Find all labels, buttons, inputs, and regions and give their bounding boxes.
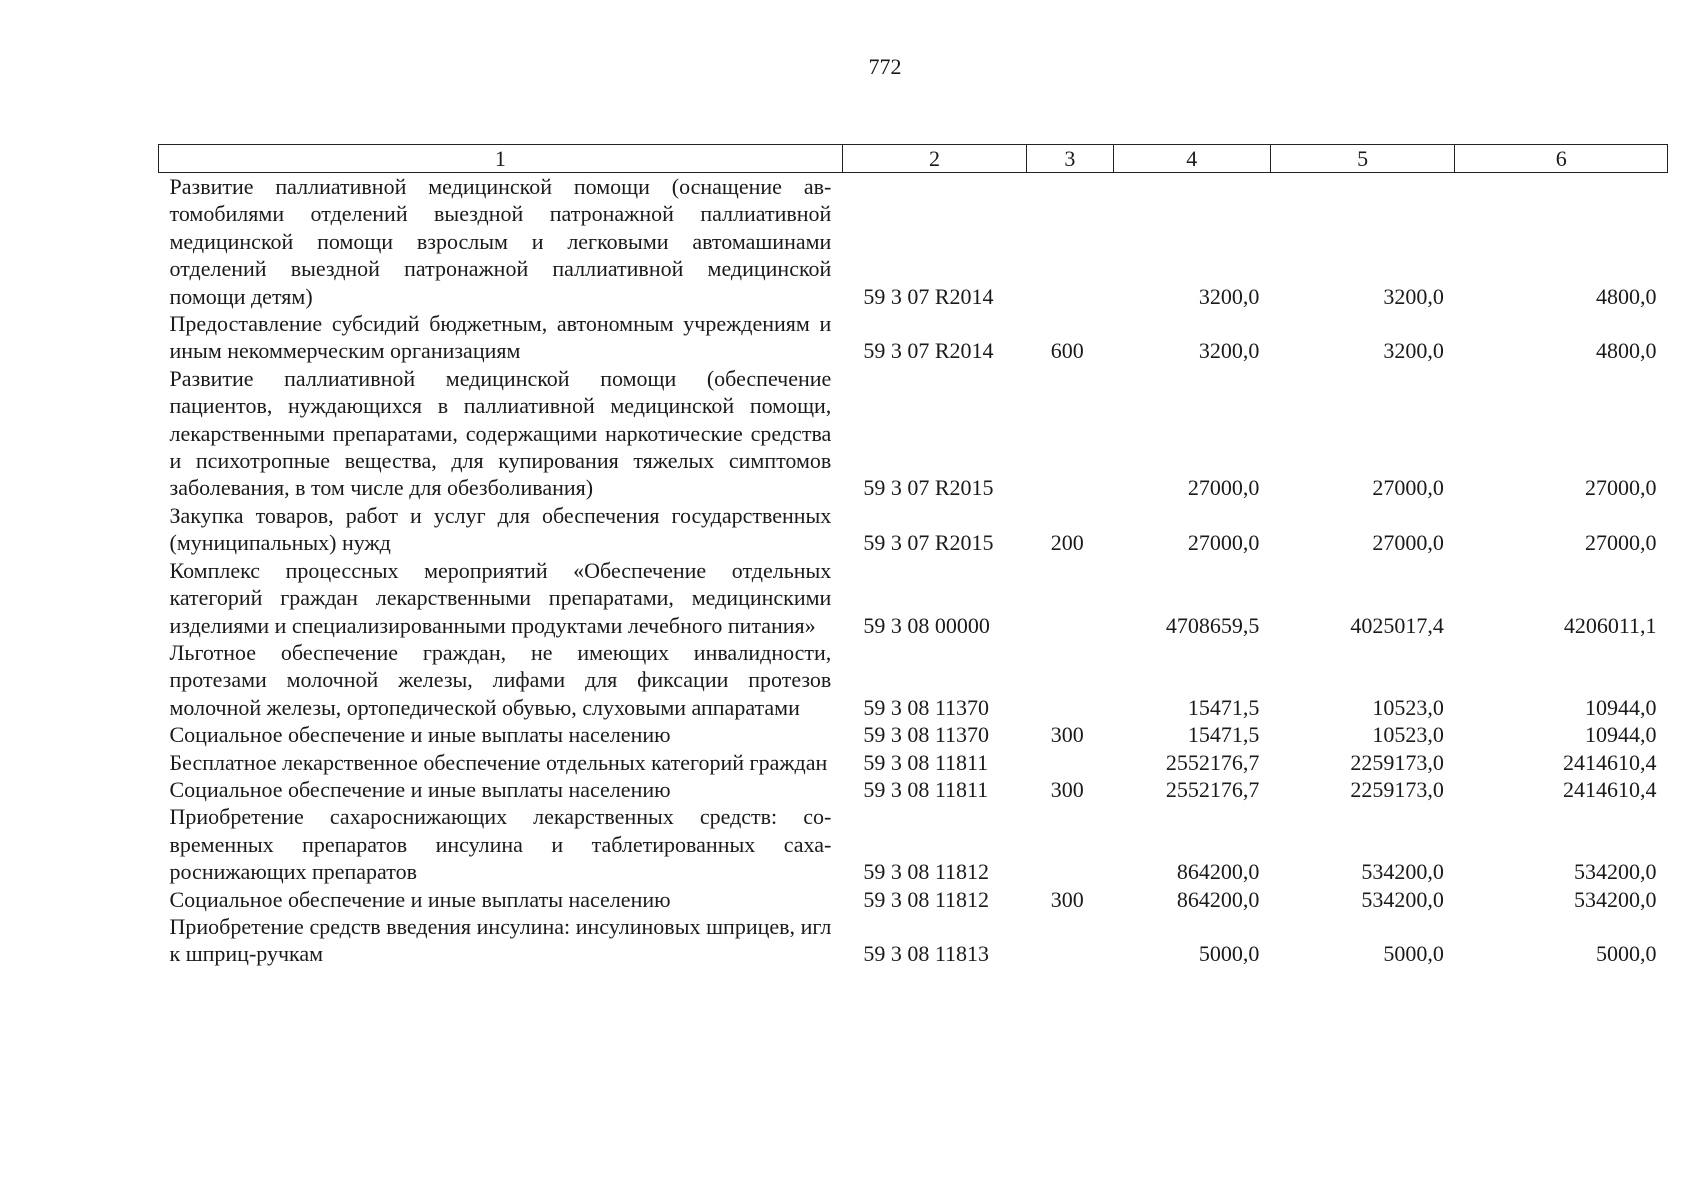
row-code: 59 3 07 R2014	[863, 283, 994, 309]
row-value-6: 4800,0	[1596, 283, 1657, 309]
row-value-5: 27000,0	[1372, 475, 1444, 501]
row-value-5: 5000,0	[1383, 941, 1444, 967]
row-value-5: 3200,0	[1383, 283, 1444, 309]
page-number: 772	[868, 54, 902, 79]
row-name: Развитие паллиативной медицинской помощи (оснащение автомобилями отделений выездной патронажной паллиативной медицинской помощи взрослым и легковыми автомашинами отделений выездной патронажной паллиативной медицинской помощи детям)	[169, 174, 832, 309]
row-value-6: 10944,0	[1585, 694, 1657, 720]
row-type	[1027, 803, 1113, 885]
row-value-5: 10523,0	[1372, 722, 1444, 748]
row-value-4: 3200,0	[1198, 338, 1260, 364]
table-row	[159, 721, 1668, 748]
header-cell-6: 6	[1455, 145, 1668, 173]
row-type	[1027, 639, 1113, 721]
row-value-4: 5000,0	[1198, 941, 1260, 967]
row-type	[1027, 557, 1113, 639]
row-value-5: 10523,0	[1372, 694, 1444, 720]
row-value-4: 864200,0	[1176, 859, 1260, 885]
row-value-4: 864200,0	[1176, 886, 1260, 912]
header-cell-5: 5	[1270, 145, 1454, 173]
row-value-4: 27000,0	[1187, 475, 1260, 501]
row-value-4: 2552176,7	[1165, 749, 1260, 775]
table-row	[159, 749, 1668, 776]
row-code: 59 3 08 11812	[863, 886, 989, 912]
row-name: Приобретение средств введения инсулина: инсулиновых шприцев, игл к шприц-ручкам	[169, 913, 832, 967]
table-row	[159, 886, 1668, 913]
table-body	[159, 173, 1668, 968]
row-value-5: 2259173,0	[1350, 776, 1444, 802]
row-name: Комплекс процессных мероприятий «Обеспечение отдельных категорий граждан лекарственными препаратами, медицинскими изделиями и специализированными продуктами лечебного питания»	[169, 557, 832, 638]
row-value-5: 3200,0	[1383, 338, 1444, 364]
row-type	[1027, 365, 1113, 502]
row-name: Льготное обеспечение граждан, не имеющих инвалидности, протезами молочной железы, лифами для фиксации протезов молочной железы, ортопедической обувью, слуховыми аппаратами	[169, 639, 832, 720]
row-value-4: 4708659,5	[1165, 612, 1260, 638]
row-name: Социальное обеспечение и иные выплаты населению	[169, 722, 671, 748]
row-value-5: 534200,0	[1361, 859, 1444, 885]
table-row	[159, 557, 1668, 639]
row-type: 600	[1050, 338, 1084, 364]
row-value-6: 534200,0	[1574, 886, 1657, 912]
row-code: 59 3 08 11811	[863, 776, 989, 802]
table-row	[159, 173, 1668, 311]
row-code: 59 3 07 R2014	[863, 338, 994, 364]
row-value-6: 10944,0	[1585, 722, 1657, 748]
row-value-6: 27000,0	[1585, 530, 1657, 556]
row-value-4: 15471,5	[1187, 722, 1260, 748]
table-row	[159, 913, 1668, 968]
header-cell-1: 1	[159, 145, 843, 173]
row-code: 59 3 08 11813	[863, 941, 989, 967]
table-row	[159, 776, 1668, 803]
header-cell-3: 3	[1027, 145, 1113, 173]
row-value-5: 2259173,0	[1350, 749, 1444, 775]
row-name: Предоставление субсидий бюджетным, автономным учреждениям и иным некоммерческим организациям	[169, 311, 832, 364]
header-cell-4: 4	[1113, 145, 1270, 173]
row-code: 59 3 08 00000	[863, 612, 990, 638]
row-name: Социальное обеспечение и иные выплаты населению	[169, 776, 671, 802]
row-code: 59 3 07 R2015	[863, 530, 994, 556]
row-value-6: 534200,0	[1574, 859, 1657, 885]
row-name: Приобретение сахароснижающих лекарственных средств: современных препаратов инсулина и таблетированных сахароснижающих препаратов	[169, 804, 832, 885]
row-value-5: 534200,0	[1361, 886, 1444, 912]
row-code: 59 3 08 11811	[863, 749, 989, 775]
row-value-4: 2552176,7	[1165, 776, 1260, 802]
row-value-6: 5000,0	[1596, 941, 1657, 967]
table-row	[159, 310, 1668, 365]
row-type	[1027, 913, 1113, 968]
row-value-6: 2414610,4	[1563, 776, 1657, 802]
row-code: 59 3 08 11370	[863, 722, 989, 748]
row-type: 200	[1050, 530, 1084, 556]
row-value-4: 15471,5	[1187, 694, 1260, 720]
row-type	[1027, 749, 1113, 776]
row-type	[1027, 173, 1113, 311]
row-value-4: 3200,0	[1198, 283, 1260, 309]
row-name: Социальное обеспечение и иные выплаты населению	[169, 886, 671, 912]
row-code: 59 3 08 11370	[863, 694, 989, 720]
row-name: Закупка товаров, работ и услуг для обеспечения государственных (муниципальных) нужд	[169, 502, 832, 556]
row-name: Развитие паллиативной медицинской помощи (обеспечение пациентов, нуждающихся в паллиативной медицинской помощи, лекарственными препаратами, содержащими наркотические средства и психотропные вещества, для купирования тяжелых симптомов заболевания, в том числе для обезболивания)	[169, 365, 832, 501]
row-value-6: 4800,0	[1596, 338, 1657, 364]
header-row	[159, 145, 1668, 173]
header-cell-2: 2	[842, 145, 1026, 173]
row-type: 300	[1050, 776, 1084, 802]
row-type: 300	[1050, 886, 1084, 912]
table-header	[159, 145, 1668, 173]
row-name: Бесплатное лекарственное обеспечение отдельных категорий граждан	[169, 749, 828, 775]
row-value-6: 4206011,1	[1563, 612, 1657, 638]
row-value-4: 27000,0	[1187, 530, 1260, 556]
row-type: 300	[1050, 722, 1084, 748]
table-row	[159, 639, 1668, 721]
row-value-5: 4025017,4	[1350, 612, 1444, 638]
table-row	[159, 365, 1668, 502]
table-row	[159, 502, 1668, 557]
row-code: 59 3 08 11812	[863, 859, 989, 885]
row-value-6: 2414610,4	[1563, 749, 1657, 775]
budget-table	[158, 144, 1668, 968]
table-row	[159, 803, 1668, 885]
row-value-5: 27000,0	[1372, 530, 1444, 556]
row-code: 59 3 07 R2015	[863, 475, 994, 501]
row-value-6: 27000,0	[1585, 475, 1657, 501]
